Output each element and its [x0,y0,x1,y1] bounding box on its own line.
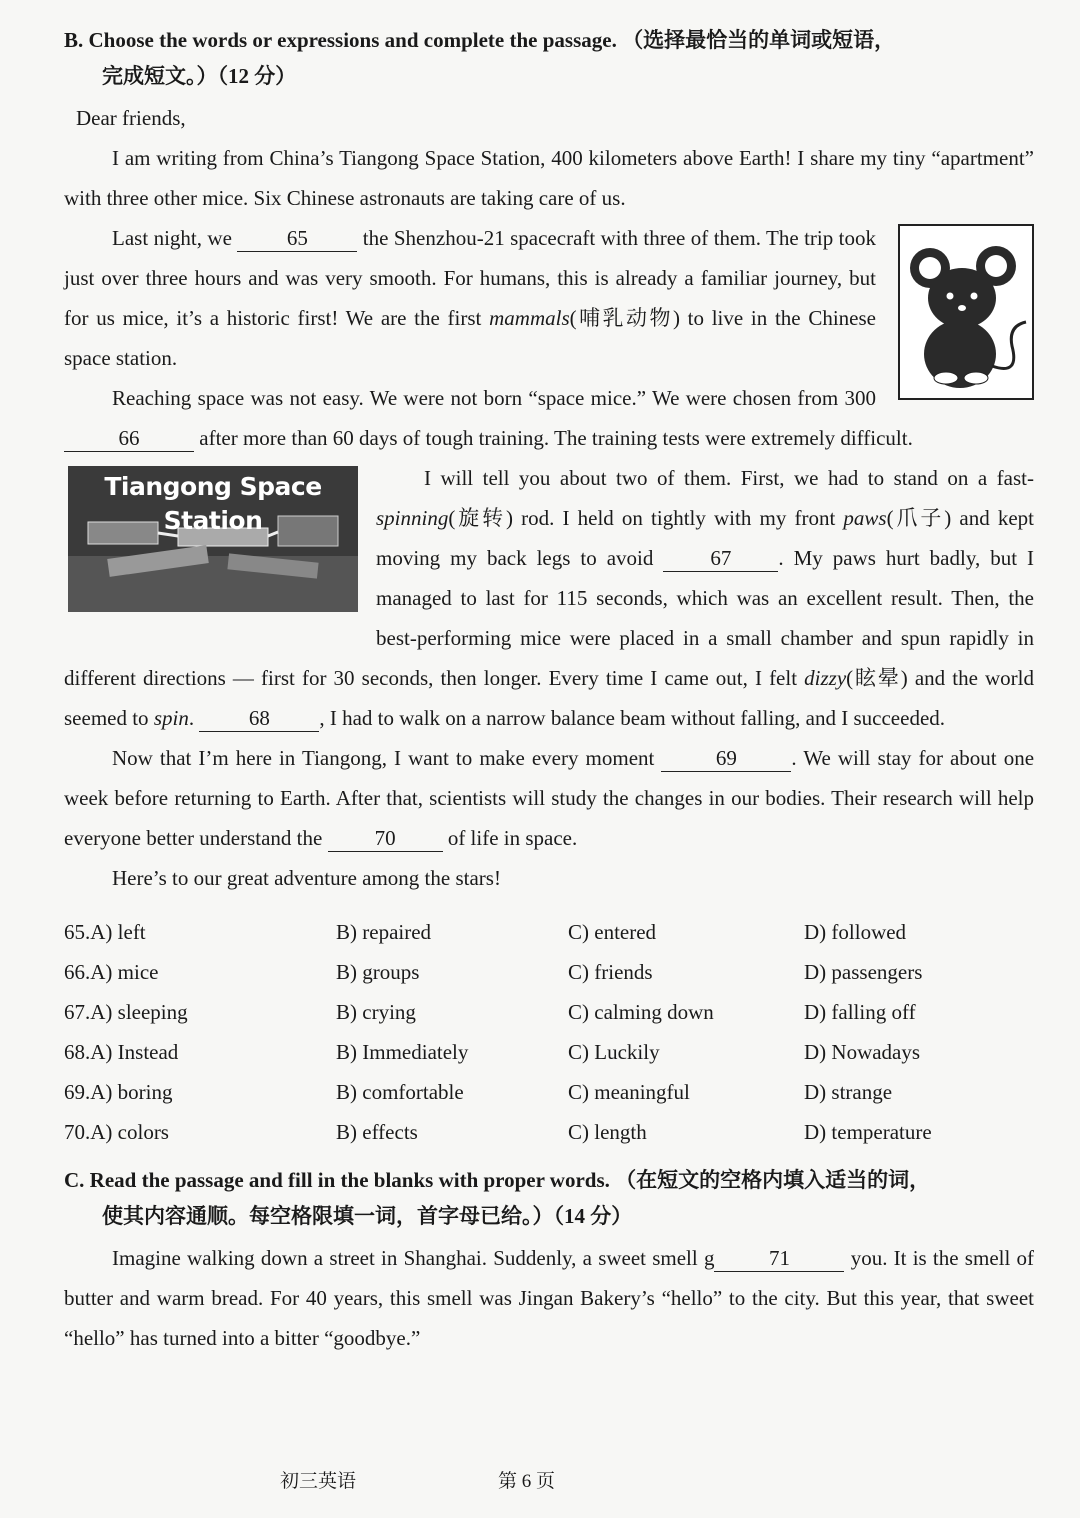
option-b[interactable]: B) repaired [336,920,432,944]
paragraph-3: Reaching space was not easy. We were not born “space mice.” We were chosen from 300 66 after more than 60 days of tough training. The training tests were extremely difficult. [64,378,1034,458]
blank-67[interactable]: 67 [663,545,778,572]
footer-subject: 初三英语 [280,1471,357,1492]
option-c[interactable]: C) length [568,1120,647,1144]
option-c[interactable]: C) friends [568,960,653,984]
blank-71[interactable]: 71 [714,1245,844,1272]
option-a[interactable]: A) left [90,920,146,944]
option-b[interactable]: B) groups [336,960,420,984]
blank-70[interactable]: 70 [328,825,443,852]
option-c[interactable]: C) calming down [568,1000,714,1024]
paragraph-6: Here’s to our great adventure among the stars! [112,866,501,890]
option-d[interactable]: D) passengers [804,960,923,984]
option-b[interactable]: B) Immediately [336,1040,469,1064]
answer-options [64,912,1034,1152]
space-station-photo [68,466,358,612]
option-c[interactable]: C) Luckily [568,1040,660,1064]
option-d[interactable]: D) followed [804,920,907,944]
exam-page [64,22,1034,1358]
section-b-title: B. Choose the words or expressions and complete the passage. （选择最恰当的单词或短语， 完成短文。）（12 分） [64,28,896,88]
option-c[interactable]: C) meaningful [568,1080,690,1104]
blank-66[interactable]: 66 [64,425,194,452]
mouse-icon [900,226,1032,398]
option-d[interactable]: D) strange [804,1080,893,1104]
greeting: Dear friends, [76,106,186,130]
option-row-67: 67.A) sleeping B) crying C) calming down D) falling off [64,992,1034,1032]
option-d[interactable]: D) falling off [804,1000,916,1024]
blank-68[interactable]: 68 [199,705,319,732]
blank-69[interactable]: 69 [661,745,791,772]
option-row-69: 69.A) boring B) comfortable C) meaningful D) strange [64,1072,1034,1112]
section-c-paragraph: Imagine walking down a street in Shanghai. Suddenly, a sweet smell g 71 you. It is the smell of butter and warm bread. For 40 years, this smell was Jingan Bakery’s “hello” to the city. But this year, that sweet “hello” has turned into a bitter “goodbye.” [64,1246,1035,1350]
option-d[interactable]: D) temperature [804,1120,932,1144]
paragraph-2: Last night, we 65 the Shenzhou-21 spacecraft with three of them. The trip took just over three hours and was very smooth. For humans, this is already a familiar journey, but for us mice, it’s a historic first! We are the first mammals(哺乳动物) to live in the Chinese space station. [64,226,877,370]
option-b[interactable]: B) crying [336,1000,416,1024]
footer-page-number: 第 6 页 [498,1471,556,1492]
option-row-70: 70.A) colors B) effects C) length D) temperature [64,1112,1034,1152]
section-c-title: C. Read the passage and fill in the blanks with proper words. （在短文的空格内填入适当的词， 使其内容通顺。每空格限填一词，首字母已给。）（14 分） [64,1168,931,1228]
option-a[interactable]: A) colors [90,1120,169,1144]
blank-65[interactable]: 65 [237,225,357,252]
paragraph-4: I will tell you about two of them. First, we had to stand on a fast-spinning(旋转) rod. I held on tightly with my front paws(爪子) and kept moving my back legs to avoid 67 . My paws hurt badly, but I managed to last for 115 seconds, which was an excellent result. Then, the best-performing mice were placed in a small chamber and spun rapidly in different directions — first for 30 seconds, then longer. Every time I came out, I felt dizzy(眩晕) and the world seemed to spin. 68 , I had to walk on a narrow balance beam without falling, and I succeeded. [64,466,1035,730]
paragraph-5: Now that I’m here in Tiangong, I want to make every moment 69 . We will stay for about one week before returning to Earth. After that, scientists will study the changes in our bodies. Their research will help everyone better understand the 70 of life in space. [64,746,1035,850]
paragraph-1: I am writing from China’s Tiangong Space Station, 400 kilometers above Earth! I share my tiny “apartment” with three other mice. Six Chinese astronauts are taking care of us. [64,146,1034,210]
option-a[interactable]: A) sleeping [90,1000,188,1024]
mouse-illustration [898,224,1034,400]
option-row-68: 68.A) Instead B) Immediately C) Luckily D) Nowadays [64,1032,1034,1072]
option-c[interactable]: C) entered [568,920,657,944]
option-row-65: 65.A) left B) repaired C) entered D) followed [64,912,1034,952]
option-b[interactable]: B) effects [336,1120,418,1144]
option-b[interactable]: B) comfortable [336,1080,464,1104]
option-a[interactable]: A) Instead [90,1040,179,1064]
option-row-66: 66.A) mice B) groups C) friends D) passengers [64,952,1034,992]
option-a[interactable]: A) mice [90,960,159,984]
photo-caption: Tiangong Space Station [104,472,322,535]
option-a[interactable]: A) boring [90,1080,173,1104]
option-d[interactable]: D) Nowadays [804,1040,921,1064]
